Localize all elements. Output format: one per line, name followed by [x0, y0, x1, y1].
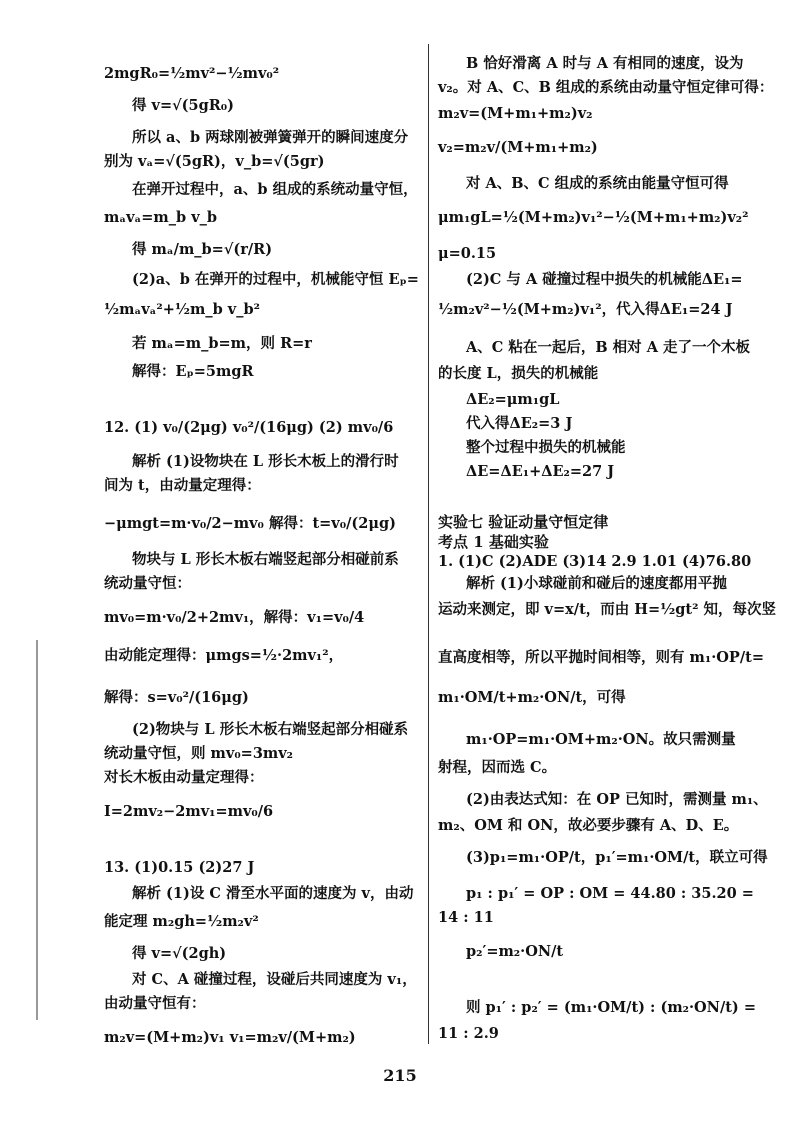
column-divider	[428, 44, 429, 1044]
text-line: A、C 粘在一起后，B 相对 A 走了一个木板	[466, 339, 750, 356]
eq-line: 能定理 m₂gh=½m₂v²	[104, 913, 259, 930]
eq-line: p₁ : p₁′ = OP : OM = 44.80 : 35.20 =	[466, 885, 754, 902]
eq-line: ½m₂v²−½(M+m₂)v₁²，代入得ΔE₁=24 J	[438, 301, 733, 318]
subsection-title: 考点 1 基础实验	[438, 533, 549, 551]
text-line: 所以 a、b 两球刚被弹簧弹开的瞬间速度分	[132, 129, 409, 146]
eq-line: ΔE=ΔE₁+ΔE₂=27 J	[466, 463, 615, 480]
text-line: 间为 t，由动量定理得：	[104, 477, 261, 494]
text-line: 物块与 L 形长木板右端竖起部分相碰前系	[132, 551, 399, 568]
eq-line: μ=0.15	[438, 245, 497, 262]
eq-line: μm₁gL=½(M+m₂)v₁²−½(M+m₁+m₂)v₂²	[438, 209, 749, 226]
eq-line: 得 v=√(2gh)	[132, 945, 227, 962]
eq-line: p₂′=m₂·ON/t	[466, 943, 564, 960]
text-line: 解析 (1)设物块在 L 形长木板上的滑行时	[132, 453, 399, 470]
eq-line: 直高度相等，所以平抛时间相等，则有 m₁·OP/t=	[438, 649, 764, 666]
text-line: 对长木板由动量定理得：	[104, 769, 264, 786]
text-line: 得 v=√(5gR₀)	[132, 97, 235, 114]
text-line: 若 mₐ=m_b=m，则 R=r	[132, 335, 312, 352]
scan-edge-line	[36, 640, 38, 1020]
eq-line: 由动能定理得：μmgs=½·2mv₁²，	[104, 647, 344, 664]
eq-line: m₂v=(M+m₁+m₂)v₂	[438, 105, 593, 122]
eq-line: 14 : 11	[438, 909, 494, 926]
eq-line: I=2mv₂−2mv₁=mv₀/6	[104, 803, 274, 820]
eq-line: v₂=m₂v/(M+m₁+m₂)	[438, 139, 598, 156]
text-line: 由动量守恒有：	[104, 995, 206, 1012]
text-line: v₂。对 A、C、B 组成的系统由动量守恒定律可得：	[438, 79, 774, 96]
eq-line: 得 mₐ/m_b=√(r/R)	[132, 241, 273, 258]
text-line: 解析 (1)设 C 滑至水平面的速度为 v，由动	[132, 885, 414, 902]
eq-line: mv₀=m·v₀/2+2mv₁，解得：v₁=v₀/4	[104, 609, 365, 626]
text-line: 解得：Eₚ=5mgR	[132, 363, 254, 380]
text-line: 的长度 L，损失的机械能	[438, 365, 599, 382]
text-line: (2)由表达式知：在 OP 已知时，需测量 m₁、	[466, 791, 768, 808]
eq-line: ½mₐvₐ²+½m_b v_b²	[104, 301, 260, 318]
text-line: 对 A、B、C 组成的系统由能量守恒可得	[466, 175, 729, 192]
text-line: 别为 vₐ=√(5gR)，v_b=√(5gr)	[104, 153, 325, 170]
eq-line: m₂v=(M+m₂)v₁ v₁=m₂v/(M+m₂)	[104, 1029, 356, 1046]
eq-line: 2mgR₀=½mv²−½mv₀²	[104, 65, 280, 82]
answer-heading: 13. (1)0.15 (2)27 J	[104, 859, 255, 876]
text-line: 射程，因而选 C。	[438, 759, 557, 776]
eq-line: 则 p₁′ : p₂′ = (m₁·OM/t) : (m₂·ON/t) =	[466, 999, 756, 1016]
text-line: (2)a、b 在弹开的过程中，机械能守恒 Eₚ=	[132, 271, 419, 288]
text-line: 在弹开过程中，a、b 组成的系统动量守恒，	[132, 181, 418, 198]
eq-line: 代入得ΔE₂=3 J	[466, 415, 573, 432]
text-line: 运动来测定，即 v=x/t，而由 H=½gt² 知，每次竖	[438, 601, 777, 618]
text-line: (2)C 与 A 碰撞过程中损失的机械能ΔE₁=	[466, 271, 743, 288]
eq-line: mₐvₐ=m_b v_b	[104, 209, 218, 226]
eq-line: −μmgt=m·v₀/2−mv₀ 解得：t=v₀/(2μg)	[104, 515, 396, 532]
text-line: 统动量守恒，则 mv₀=3mv₂	[104, 745, 294, 762]
eq-line: m₁·OM/t+m₂·ON/t，可得	[438, 689, 626, 706]
eq-line: m₁·OP=m₁·OM+m₂·ON。故只需测量	[466, 731, 736, 748]
section-title: 实验七 验证动量守恒定律	[438, 513, 609, 531]
text-line: B 恰好滑离 A 时与 A 有相同的速度，设为	[466, 55, 744, 72]
text-line: 解析 (1)小球碰前和碰后的速度都用平抛	[466, 575, 727, 592]
answer-heading: 12. (1) v₀/(2μg) v₀²/(16μg) (2) mv₀/6	[104, 419, 394, 436]
text-line: 对 C、A 碰撞过程，设碰后共同速度为 v₁，	[132, 971, 417, 988]
text-line: 统动量守恒：	[104, 575, 191, 592]
eq-line: 解得：s=v₀²/(16μg)	[104, 689, 249, 706]
eq-line: 11 : 2.9	[438, 1025, 499, 1042]
eq-line: ΔE₂=μm₁gL	[466, 391, 560, 408]
text-line: (2)物块与 L 形长木板右端竖起部分相碰系	[132, 721, 409, 738]
text-line: 整个过程中损失的机械能	[466, 439, 626, 456]
answer-heading: 1. (1)C (2)ADE (3)14 2.9 1.01 (4)76.80	[438, 553, 752, 570]
page-number: 215	[383, 1066, 417, 1085]
text-line: m₂、OM 和 ON，故必要步骤有 A、D、E。	[438, 817, 739, 834]
eq-line: (3)p₁=m₁·OP/t，p₁′=m₁·OM/t，联立可得	[466, 849, 768, 866]
